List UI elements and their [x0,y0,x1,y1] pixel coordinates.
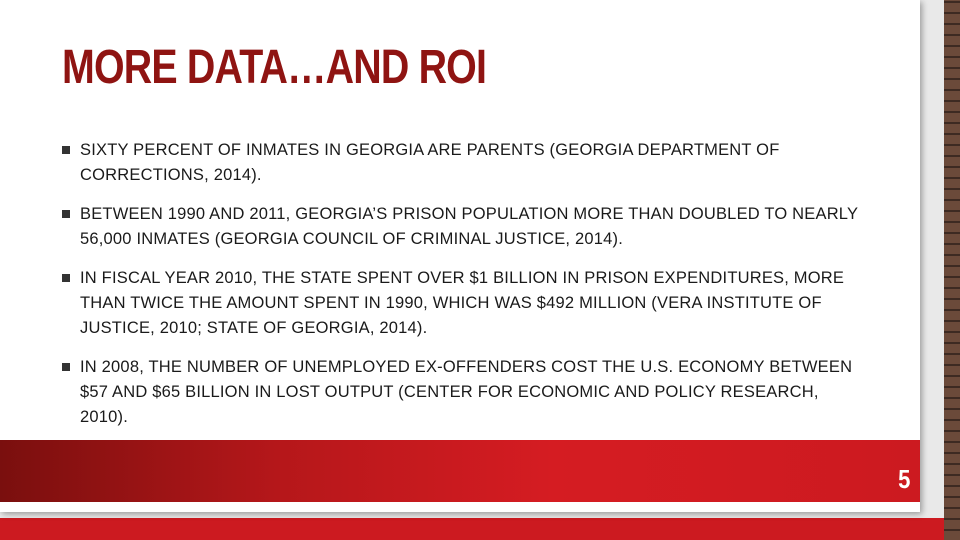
bullet-text: BETWEEN 1990 AND 2011, GEORGIA’S PRISON POPULATION MORE THAN DOUBLED TO NEARLY 56,000 INMATES (GEORGIA COUNCIL OF CRIMINAL JUSTICE, 2014). [80,205,858,248]
bullet-item [62,355,862,430]
bullet-text: IN 2008, THE NUMBER OF UNEMPLOYED EX-OFFENDERS COST THE U.S. ECONOMY BETWEEN $57 AND $65 BILLION IN LOST OUTPUT (CENTER FOR ECONOMIC AND POLICY RESEARCH, 2010). [80,358,853,426]
brick-background-edge [944,0,960,540]
square-bullet-icon [62,146,70,154]
footer-band [0,440,920,502]
bullet-item [62,266,862,341]
square-bullet-icon [62,274,70,282]
slide-title: MORE DATA…AND ROI [62,41,487,94]
square-bullet-icon [62,210,70,218]
bullet-item [62,202,862,252]
bullet-item [62,138,862,188]
bottom-accent-strip [0,518,944,540]
bullet-list [62,138,862,444]
bullet-text: SIXTY PERCENT OF INMATES IN GEORGIA ARE PARENTS (GEORGIA DEPARTMENT OF CORRECTIONS, 2014). [80,141,780,184]
slide-number: 5 [897,464,910,494]
bullet-text: IN FISCAL YEAR 2010, THE STATE SPENT OVER $1 BILLION IN PRISON EXPENDITURES, MORE THAN TWICE THE AMOUNT SPENT IN 1990, WHICH WAS $492 MILLION (VERA INSTITUTE OF JUSTICE, 2010; STATE OF GEORGIA, 2014). [80,269,845,337]
square-bullet-icon [62,363,70,371]
